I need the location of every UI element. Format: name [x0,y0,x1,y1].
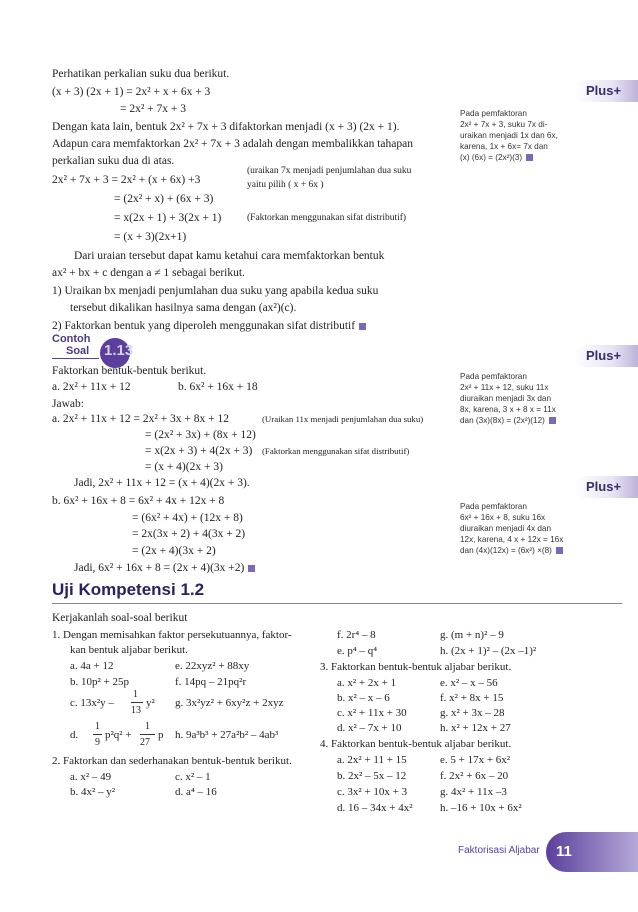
example-question: Faktorkan bentuk-bentuk berikut. [52,365,207,377]
q4-h: h. –16 + 10x + 6x² [440,802,522,814]
intro-line-2: (x + 3) (2x + 1) = 2x² + x + 6x + 3 [52,86,211,98]
step-1-note-a: (uraikan 7x menjadi penjumlahan dua suku [247,166,412,176]
step-2: = (2x² + x) + (6x + 3) [114,193,214,205]
frac-den-9: 9 [95,737,100,748]
end-square-icon [359,323,366,330]
intro-line-6: perkalian suku dua di atas. [52,155,175,167]
q2-c: c. x² – 1 [175,771,211,783]
q2-d: d. a⁴ – 16 [175,786,217,798]
q4-line: 4. Faktorkan bentuk-bentuk aljabar berikut. [320,738,512,750]
uji-divider [52,603,622,604]
q2-h: h. (2x + 1)² – (2x –1)² [440,645,537,657]
answer-b-2: = (6x² + 4x) + (12x + 8) [132,512,243,524]
plus-note-3: Pada pemfaktoran 6x² + 16x + 8, suku 16x diuraikan menjadi 4x dan 12x, karena, 4 x + 12x = 16x dan (4x)(12x) = (6x²) ×(8) [460,502,564,555]
step-1-note-b: yaitu pilih ( x + 6x ) [247,180,324,190]
footer-chapter: Faktorisasi Aljabar [458,845,540,856]
q4-a: a. 2x² + 11 + 15 [337,754,407,766]
rule-2: 2) Faktorkan bentuk yang diperoleh menggunakan sifat distributif [52,320,366,332]
intro-line-1: Perhatikan perkalian suku dua berikut. [52,68,230,80]
fraction-bar [131,702,143,703]
q1-f: f. 14pq – 21pq²r [175,676,247,688]
fraction-bar [93,734,102,735]
q1-c-tail: y² [146,697,155,709]
q3-h: h. x² + 12x + 27 [440,722,511,734]
answer-a-2: = (2x² + 3x) + (8x + 12) [145,429,256,441]
q2-line: 2. Faktorkan dan sederhanakan bentuk-bentuk berikut. [52,755,292,767]
frac-num-1b: 1 [95,721,100,732]
q3-e: e. x² – x – 56 [440,677,498,689]
frac-den-13: 13 [131,705,141,716]
q3-d: d. x² – 7x + 10 [337,722,402,734]
step-1: 2x² + 7x + 3 = 2x² + (x + 6x) +3 [52,174,201,186]
answer-a-3: = x(2x + 3) + 4(2x + 3) [145,445,253,457]
soal-label: Soal [66,345,90,357]
q3-a: a. x² + 2x + 1 [337,677,397,689]
q1-line-a: 1. Dengan memisahkan faktor persekutuannya, faktor- [52,629,292,641]
answer-a-3-note: (Faktorkan menggunakan sifat distributif) [262,446,410,456]
q2-g: g. (m + n)² – 9 [440,629,504,641]
q1-a: a. 4a + 12 [70,660,114,672]
step-4: = (x + 3)(2x+1) [114,231,187,243]
answer-b-1: b. 6x² + 16x + 8 = 6x² + 4x + 12x + 8 [52,495,225,507]
q1-d-mid: p²q² + [105,729,132,741]
step-3-note: (Faktorkan menggunakan sifat distributif) [247,213,407,223]
answer-b-3: = 2x(3x + 2) + 4(3x + 2) [132,528,246,540]
q1-h: h. 9a³b³ + 27a²b² – 4ab³ [175,729,279,741]
end-square-icon [248,565,255,572]
para-1: Dari uraian tersebut dapat kamu ketahui cara memfaktorkan bentuk [74,250,385,262]
answer-b-4: = (2x + 4)(3x + 2) [132,545,216,557]
q1-b: b. 10p² + 25p [70,676,130,688]
frac-den-27: 27 [140,737,150,748]
intro-line-5: Adapun cara memfaktorkan 2x² + 7x + 3 adalah dengan membalikkan tahapan [52,138,413,150]
q2-f: f. 2r⁴ – 8 [337,629,376,641]
uji-intro: Kerjakanlah soal-soal berikut [52,612,188,624]
q3-line: 3. Faktorkan bentuk-bentuk aljabar berikut. [320,661,512,673]
q4-c: c. 3x² + 10x + 3 [337,786,408,798]
answer-a-4: = (x + 4)(2x + 3) [145,461,223,473]
step-3: = x(2x + 1) + 3(2x + 1) [114,212,222,224]
end-square-icon [556,547,563,554]
q2-a: a. x² – 49 [70,771,112,783]
plus-note-2: Pada pemfaktoran 2x² + 11x + 12, suku 11x diuraikan menjadi 3x dan 8x, karena, 3 x + 8 x = 11x dan (3x)(8x) = (2x²)(12) [460,372,556,425]
answer-a-1-note: (Uraikan 11x menjadi penjumlahan dua suku) [262,414,424,424]
para-2: ax² + bx + c dengan a ≠ 1 sebagai berikut. [52,267,245,279]
intro-line-4: Dengan kata lain, bentuk 2x² + 7x + 3 difaktorkan menjadi (x + 3) (2x + 1). [52,121,400,133]
answer-a-5: Jadi, 2x² + 11x + 12 = (x + 4)(2x + 3). [74,477,250,489]
plus-note-1: Pada pemfaktoran 2x² + 7x + 3, suku 7x di- uraikan menjadi 1x dan 6x, karena, 1x + 6x= 7x dan (x) (6x) = (2x²)(3) [460,109,558,162]
answer-b-5: Jadi, 6x² + 16x + 8 = (2x + 4)(3x +2) [74,562,255,574]
rule-1b: tersebut dikalikan hasilnya sama dengan (ax²)(c). [70,302,297,314]
contoh-underline [52,358,99,359]
answer-a-1: a. 2x² + 11x + 12 = 2x² + 3x + 8x + 12 [52,413,229,425]
jawab-label: Jawab: [52,398,84,410]
q3-g: g. x² + 3x – 28 [440,707,505,719]
end-square-icon [526,154,533,161]
rule-1a: 1) Uraikan bx menjadi penjumlahan dua suku yang apabila kedua suku [52,285,379,297]
q4-b: b. 2x² – 5x – 12 [337,770,407,782]
frac-num-1: 1 [133,689,138,700]
q1-d: d. [70,729,79,741]
q3-b: b. x² – x – 6 [337,692,390,704]
q4-g: g. 4x² + 11x –3 [440,786,507,798]
example-qa: a. 2x² + 11x + 12 [52,381,131,393]
intro-line-3: = 2x² + 7x + 3 [120,103,187,115]
q1-d-tail: p [158,729,164,741]
q4-f: f. 2x² + 6x – 20 [440,770,509,782]
uji-title: Uji Kompetensi 1.2 [52,580,205,599]
frac-num-1c: 1 [145,721,150,732]
q1-c: c. 13x²y – [70,697,114,709]
example-qb: b. 6x² + 16x + 18 [178,381,258,393]
plus-badge: Plus+ [574,80,638,102]
q4-e: e. 5 + 17x + 6x² [440,754,511,766]
q1-line-b: kan bentuk aljabar berikut. [70,644,188,656]
contoh-number: 1.13 [104,342,134,359]
plus-badge: Plus+ [574,345,638,367]
q2-b: b. 4x² – y² [70,786,116,798]
fraction-bar [140,734,155,735]
q1-g: g. 3x²yz² + 6xy²z + 2xyz [175,697,284,709]
q2-e: e. p⁴ – q⁴ [337,645,378,657]
q4-d: d. 16 – 34x + 4x² [337,802,413,814]
q3-c: c. x² + 11x + 30 [337,707,407,719]
q1-e: e. 22xyz² + 88xy [175,660,250,672]
contoh-label: Contoh [52,333,91,345]
q3-f: f. x² + 8x + 15 [440,692,504,704]
plus-badge: Plus+ [574,476,638,498]
page-number: 11 [556,843,572,860]
end-square-icon [549,417,556,424]
